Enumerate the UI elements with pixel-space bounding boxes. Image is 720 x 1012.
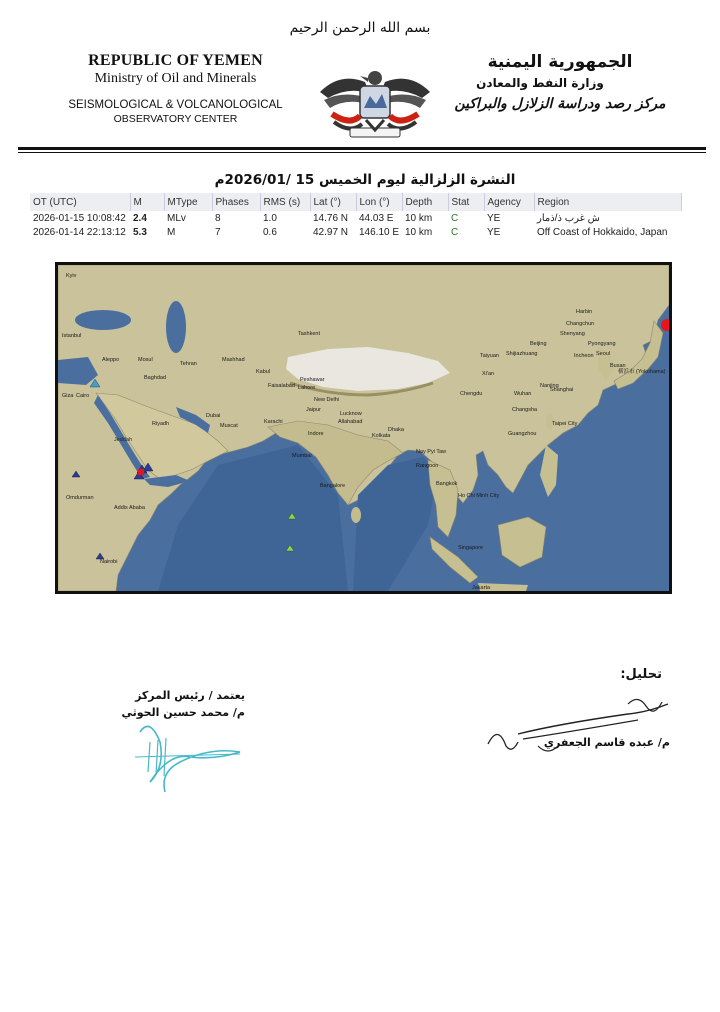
cell-lat: 42.97 N	[313, 226, 349, 238]
map-label: Mosul	[138, 357, 153, 363]
map-caspian-sea	[166, 301, 186, 353]
cell-rms: 0.6	[263, 226, 277, 238]
yemen-eagle-emblem-icon	[310, 64, 440, 142]
cell-mtype: M	[167, 226, 176, 238]
map-label: Kabul	[256, 369, 271, 375]
column-phases[interactable]: Phases	[212, 193, 260, 211]
cell-lat: 14.76 N	[313, 212, 349, 224]
event-map-canvas	[58, 265, 669, 591]
map-label: Nanjing	[540, 383, 559, 389]
map-label: Jaipur	[306, 407, 321, 413]
cell-stat: C	[451, 226, 459, 238]
map-label: Giza	[62, 393, 74, 399]
map-label: Indore	[308, 431, 324, 437]
cell-rms: 1.0	[263, 212, 277, 224]
map-label: Omdurman	[66, 495, 94, 501]
map-label: Lahore	[298, 385, 316, 391]
map-label: Busan	[610, 363, 626, 369]
map-sri-lanka	[351, 507, 361, 523]
map-label: Singapore	[458, 545, 484, 551]
map-label: Nay Pyi Taw	[416, 449, 447, 455]
map-label: Jakarta	[472, 585, 491, 591]
map-label: Dhaka	[388, 427, 404, 433]
ministry-name-en: Ministry of Oil and Minerals	[94, 71, 257, 86]
column-agency[interactable]: Agency	[484, 193, 534, 211]
earthquake-events-table	[30, 193, 682, 239]
map-label: Rangoon	[416, 463, 439, 469]
cell-region: Off Coast of Hokkaido, Japan	[537, 226, 668, 238]
column-lon[interactable]: Lon (°)	[356, 193, 402, 211]
map-label: Chengdu	[460, 391, 483, 397]
cell-lon: 44.03 E	[359, 212, 394, 224]
analyst-signature-icon	[478, 684, 678, 764]
column-region[interactable]: Region	[534, 193, 682, 211]
map-label: Pyongyang	[588, 341, 616, 347]
map-label: Addis Ababa	[114, 505, 145, 511]
map-label: Wuhan	[514, 391, 532, 397]
map-label: Xi'an	[482, 371, 495, 377]
analyst-name: م/ عبده قاسم الجعفري	[543, 736, 670, 749]
cell-stat: C	[451, 212, 459, 224]
map-label: Tehran	[180, 361, 197, 367]
republic-name-ar: الجمهورية اليمنية	[487, 52, 633, 72]
table-row[interactable]	[30, 225, 682, 239]
ministry-name-ar: وزارة النفط والمعادن	[476, 76, 604, 90]
republic-name-en: REPUBLIC OF YEMEN	[88, 52, 263, 69]
event-yemen-marker-icon[interactable]	[138, 469, 144, 475]
cell-region: ش غرب ذ/ذمار	[537, 212, 600, 224]
map-label: Lucknow	[340, 411, 362, 417]
column-lat[interactable]: Lat (°)	[310, 193, 356, 211]
cell-agency: YE	[487, 212, 501, 224]
map-label: New Delhi	[314, 397, 340, 403]
map-label: Shenyang	[560, 331, 585, 337]
cell-ot: 2026-01-14 22:13:12	[33, 226, 126, 238]
event-map[interactable]	[55, 262, 672, 594]
map-label: Harbin	[576, 309, 593, 315]
director-signature-icon	[120, 712, 260, 802]
map-label: Bangalore	[320, 483, 346, 489]
map-label: Seoul	[596, 351, 611, 357]
map-label: Faisalabad	[268, 383, 295, 389]
cell-mtype: MLv	[167, 212, 186, 224]
table-header-row	[30, 193, 682, 211]
header-divider-thick	[18, 147, 706, 150]
header-left-english	[58, 52, 293, 125]
map-label: Riyadh	[152, 421, 170, 427]
table-row[interactable]	[30, 211, 682, 225]
map-label: Dubai	[206, 413, 221, 419]
map-label: Nairobi	[100, 559, 118, 565]
map-label: Allahabad	[338, 419, 363, 425]
map-label: Kyiv	[66, 273, 77, 279]
map-label: Istanbul	[62, 333, 82, 339]
map-label: Taiyuan	[480, 353, 499, 359]
map-label: Ho Chi Minh City	[458, 493, 500, 499]
map-label: Cairo	[76, 393, 90, 399]
bulletin-title: النشرة الزلزالية ليوم الخميس 15 /2026/01م	[214, 172, 516, 188]
map-label: Incheon	[574, 353, 594, 359]
cell-magnitude: 5.3	[133, 226, 147, 238]
header-right-arabic	[440, 52, 680, 112]
map-black-sea	[75, 310, 131, 330]
cell-agency: YE	[487, 226, 501, 238]
map-label: Guangzhou	[508, 431, 537, 437]
column-ot[interactable]: OT (UTC)	[30, 193, 130, 211]
approval-label: يعتمد / رئيس المركز	[135, 689, 245, 702]
center-name-en-line1: SEISMOLOGICAL & VOLCANOLOGICAL	[68, 99, 283, 111]
map-label: Aleppo	[102, 357, 120, 363]
map-label: Peshawar	[300, 377, 325, 383]
cell-magnitude: 2.4	[133, 212, 147, 224]
map-label: Tashkent	[298, 331, 321, 337]
column-m[interactable]: M	[130, 193, 164, 211]
map-label: Taipei City	[552, 421, 578, 427]
header-divider-thin	[18, 152, 706, 153]
column-depth[interactable]: Depth	[402, 193, 448, 211]
map-label: Mumbai	[292, 453, 312, 459]
director-name: م/ محمد حسين الحوثي	[121, 706, 245, 719]
map-label: Muscat	[220, 423, 238, 429]
column-rms[interactable]: RMS (s)	[260, 193, 310, 211]
cell-phases: 7	[215, 226, 221, 238]
map-label: Mashhad	[222, 357, 245, 363]
cell-depth: 10 km	[405, 226, 433, 238]
map-label: Jeddah	[114, 437, 133, 443]
basmala: بسم الله الرحمن الرحيم	[289, 20, 431, 36]
map-label: Kolkata	[372, 433, 391, 439]
cell-ot: 2026-01-15 10:08:42	[33, 212, 126, 224]
map-label: 横浜市 (Yokohama)	[618, 369, 666, 375]
center-name-ar: مركز رصد ودراسة الزلازل والبراكين	[454, 96, 666, 112]
map-label: Karachi	[264, 419, 283, 425]
cell-depth: 10 km	[405, 212, 433, 224]
map-label: Changsha	[512, 407, 538, 413]
map-label: Bangkok	[436, 481, 458, 487]
map-label: Shijiazhuang	[506, 351, 538, 357]
cell-phases: 8	[215, 212, 221, 224]
cell-lon: 146.10 E	[359, 226, 400, 238]
map-label: Baghdad	[144, 375, 167, 381]
map-label: Changchun	[566, 321, 595, 327]
column-mtype[interactable]: MType	[164, 193, 212, 211]
map-label: Beijing	[530, 341, 547, 347]
column-stat[interactable]: Stat	[448, 193, 484, 211]
analysis-label: تحليل:	[620, 667, 662, 682]
map-label: Shanghai	[550, 387, 574, 393]
center-name-en-line2: OBSERVATORY CENTER	[113, 113, 238, 125]
